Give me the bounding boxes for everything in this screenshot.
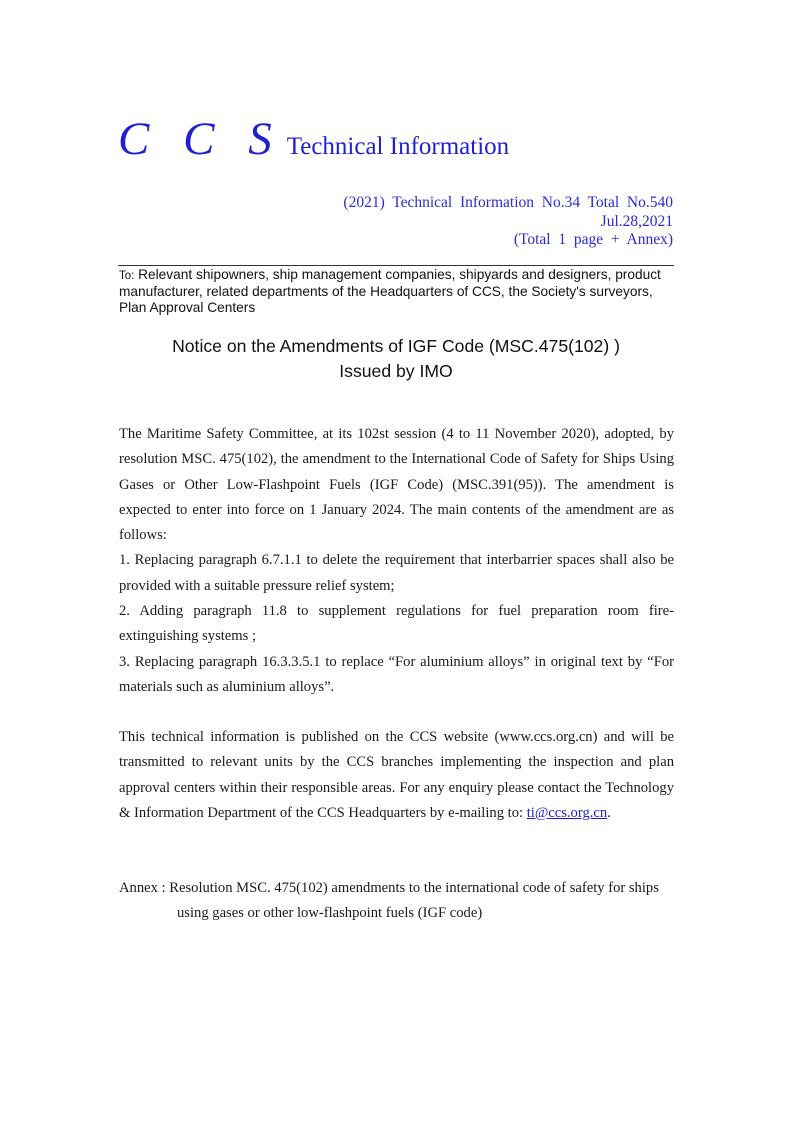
body-item-2: 2. Adding paragraph 11.8 to supplement regulations for fuel preparation room fire-extinguishing systems ; bbox=[119, 603, 674, 645]
publish-paragraph bbox=[119, 725, 674, 826]
publish-text: This technical information is published on the CCS website (www.ccs.org.cn) and will be transmitted to relevant units by the CCS branches implementing the inspection and plan approval centers within their responsible areas. For any enquiry please contact the Technology & Information Department of the CCS Headquarters by e-mailing to: bbox=[119, 729, 674, 821]
notice-title bbox=[118, 334, 674, 384]
email-link[interactable]: ti@ccs.org.cn bbox=[526, 804, 608, 821]
reference-number: (2021) Technical Information No.34 Total No.540 bbox=[343, 194, 673, 211]
notice-title-line2: Issued by IMO bbox=[339, 361, 453, 381]
header-subtitle: Technical Information bbox=[286, 133, 510, 160]
annex-line-2: using gases or other low-flashpoint fuels (IGF code) bbox=[177, 905, 483, 922]
reference-block bbox=[343, 194, 673, 250]
body-item-1: 1. Replacing paragraph 6.7.1.1 to delete the requirement that interbarrier spaces shall also be provided with a suitable pressure relief system; bbox=[119, 552, 674, 594]
recipients-text: Relevant shipowners, ship management companies, shipyards and designers, product manufacturer, related departments of the Headquarters of CCS, the Society's surveyors, Plan Approval Centers bbox=[119, 267, 661, 316]
ccs-logo-text: C C S bbox=[118, 113, 283, 165]
body-publish bbox=[119, 725, 674, 826]
recipients-prefix: To: bbox=[119, 270, 135, 282]
brand-header bbox=[118, 112, 509, 166]
email-suffix: . bbox=[607, 804, 611, 821]
body-main bbox=[119, 422, 674, 700]
body-item-3: 3. Replacing paragraph 16.3.3.5.1 to replace “For aluminium alloys” in original text by “For materials such as aluminium alloys”. bbox=[119, 653, 674, 695]
recipients bbox=[119, 267, 679, 317]
annex bbox=[119, 876, 674, 927]
issue-date: Jul.28,2021 bbox=[600, 212, 673, 230]
body-intro: The Maritime Safety Committee, at its 102st session (4 to 11 November 2020), adopted, by resolution MSC. 475(102), the amendment to the International Code of Safety for Ships Using Gases or Other Low-Flashpoint Fuels (IGF Code) (MSC.391(95)). The amendment is expected to enter into force on 1 January 2024. The main contents of the amendment are as follows: bbox=[119, 426, 674, 544]
header-divider bbox=[118, 265, 674, 266]
notice-title-line1: Notice on the Amendments of IGF Code (MSC.475(102) ) bbox=[172, 336, 620, 356]
page-count: (Total 1 page + Annex) bbox=[513, 231, 673, 248]
annex-line-1: Annex : Resolution MSC. 475(102) amendments to the international code of safety for ships bbox=[119, 880, 659, 896]
